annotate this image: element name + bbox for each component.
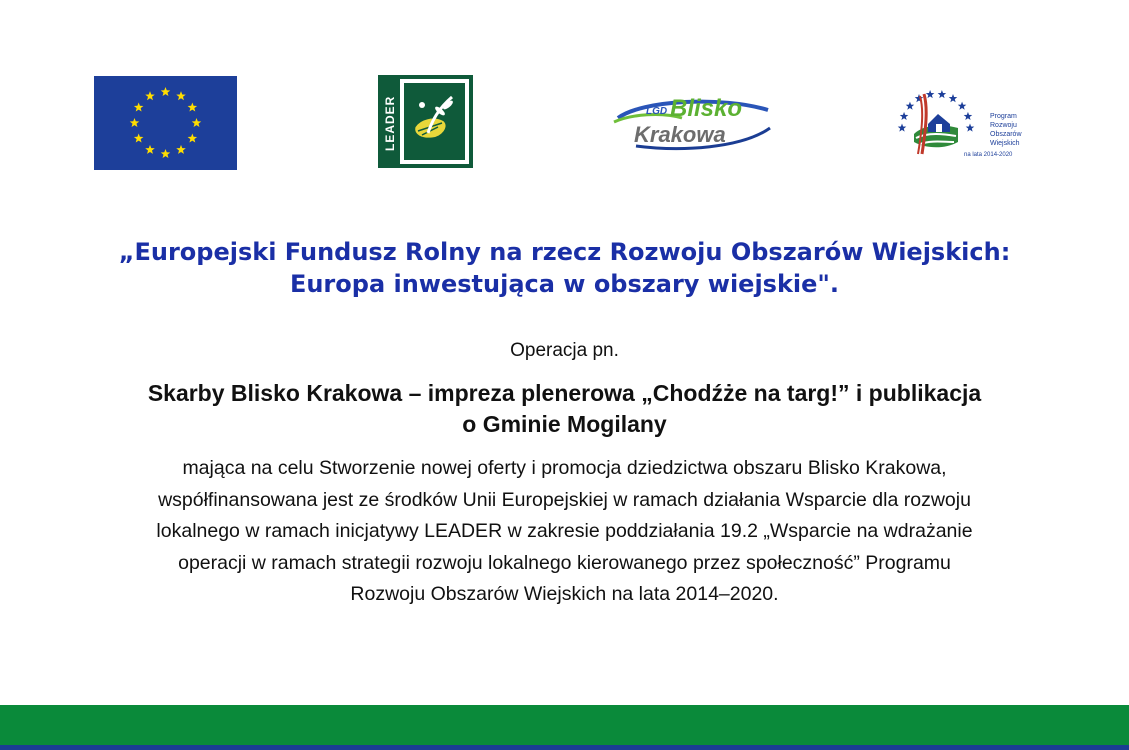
program-title-line-1: „Europejski Fundusz Rolny na rzecz Rozwoju Obszarów Wiejskich:	[118, 238, 1011, 266]
operation-name-line-2: o Gminie Mogilany	[462, 411, 667, 437]
operation-name-line-1: Skarby Blisko Krakowa – impreza plenerowa „Chodźże na targ!” i publikacja	[147, 380, 982, 406]
eu-flag-logo	[94, 76, 237, 170]
prow-line-1: Program	[990, 113, 1017, 120]
prow-star-icon	[958, 102, 967, 110]
lgd-blisko-krakowa-logo	[612, 88, 774, 154]
description-line-4: operacji w ramach strategii rozwoju lokalnego kierowanego przez społeczność” Programu	[178, 551, 951, 574]
footer-green-bar	[0, 705, 1129, 745]
program-title	[0, 236, 1129, 300]
lgd-name-krakowa-text: Krakowa	[634, 122, 726, 147]
footer-blue-bar	[0, 745, 1129, 750]
description-line-5: Rozwoju Obszarów Wiejskich na lata 2014–2020.	[350, 583, 779, 605]
prow-2014-2020-logo	[894, 84, 1034, 170]
prow-line-3: Obszarów	[990, 131, 1022, 138]
program-title-line-2: Europa inwestująca w obszary wiejskie".	[289, 270, 840, 298]
prow-line-4: Wiejskich	[990, 140, 1020, 147]
operation-label: Operacja pn.	[510, 340, 619, 361]
prow-star-icon	[949, 94, 958, 102]
prow-star-icon	[964, 112, 973, 120]
prow-line-2: Rozwoju	[990, 122, 1017, 129]
prow-star-icon	[906, 102, 915, 110]
logo-strip	[0, 0, 1129, 200]
description-line-3: lokalnego w ramach inicjatywy LEADER w zakresie poddziałania 19.2 „Wsparcie na wdrażanie	[156, 520, 973, 542]
leader-logo-text: LEADER	[383, 95, 397, 151]
lgd-prefix-text: LGD	[646, 106, 668, 117]
prow-star-icon	[926, 90, 935, 98]
prow-star-icon	[966, 124, 975, 132]
prow-line-5: na lata 2014-2020	[964, 152, 1013, 158]
prow-star-icon	[938, 90, 947, 98]
description-line-1: mająca na celu Stworzenie nowej oferty i promocja dziedzictwa obszaru Blisko Krakowa,	[182, 457, 947, 479]
prow-star-icon	[898, 124, 907, 132]
prow-star-icon	[900, 112, 909, 120]
leader-logo	[378, 75, 473, 168]
lgd-name-blisko-text: Blisko	[670, 95, 743, 122]
operation-name	[0, 378, 1129, 440]
description-line-2: współfinansowana jest ze środków Unii Europejskiej w ramach działania Wsparcie dla rozwoju	[158, 488, 971, 511]
operation-description	[0, 453, 1129, 611]
